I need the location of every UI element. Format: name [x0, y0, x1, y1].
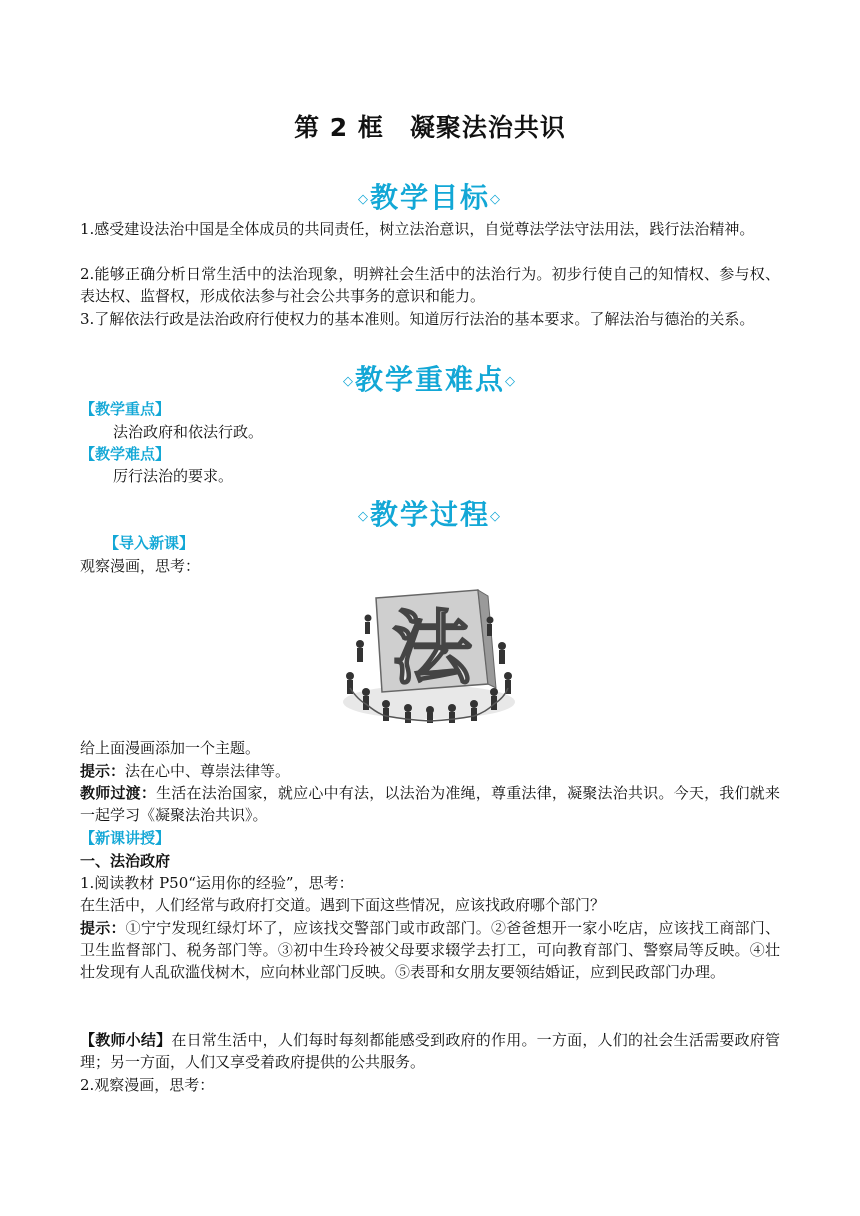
intro-label: 【导入新课】 [104, 534, 195, 552]
hint-2 [80, 917, 780, 983]
new-lesson-label: 【新课讲授】 [80, 829, 171, 847]
section-heading-goals [0, 176, 860, 216]
page-title: 第 2 框 凝聚法治共识 [294, 113, 566, 142]
focus-text: 法治政府和依法行政。 [113, 423, 264, 441]
teacher-transition [80, 782, 780, 826]
hint-1 [80, 760, 780, 782]
theme-question: 给上面漫画添加一个主题。 [80, 739, 261, 757]
transition-text: 生活在法治国家，就应心中有法，以法治为准绳，尊重法律，凝聚法治共识。今天，我们就来一起学习《凝聚法治共识》。 [80, 784, 780, 824]
focus-label: 【教学重点】 [80, 400, 171, 418]
transition-label: 教师过渡： [80, 784, 157, 802]
section-heading-process [0, 493, 860, 533]
comic-image [338, 584, 520, 724]
goal-3: 3.了解依法行政是法治政府行使权力的基本准则。知道厉行法治的基本要求。了解法治与德治的关系。 [80, 310, 755, 328]
question-1: 1.阅读教材 P50“运用你的经验”，思考： [80, 874, 354, 892]
diamond-icon: ◇ [357, 192, 370, 207]
teacher-summary [80, 1029, 780, 1073]
goal-1: 1.感受建设法治中国是全体成员的共同责任，树立法治意识，自觉尊法学法守法用法，践行法治精神。 [80, 220, 755, 238]
section-heading-keypoints-text: 教学重难点 [354, 363, 505, 396]
comic-law-char: 法 [392, 602, 472, 695]
hint-2-text: ①宁宁发现红绿灯坏了，应该找交警部门或市政部门。②爸爸想开一家小吃店，应该找工商部门、卫生监督部门、税务部门等。③初中生玲玲被父母要求辍学去打工，可向教育部门、警察局等反映。④壮壮发现有人乱砍滥伐树木，应向林业部门反映。⑤表哥和女朋友要领结婚证，应到民政部门办理。 [80, 919, 780, 981]
diamond-icon: ◇ [505, 374, 517, 389]
part1-heading: 一、法治政府 [80, 852, 171, 870]
diamond-icon: ◇ [357, 509, 370, 524]
summary-text: 在日常生活中，人们每时每刻都能感受到政府的作用。一方面，人们的社会生活需要政府管理；另一方面，人们又享受着政府提供的公共服务。 [80, 1031, 780, 1071]
hint-2-label: 提示： [80, 919, 126, 937]
hint-1-text: 法在心中、尊崇法律等。 [125, 762, 291, 780]
section-heading-keypoints [0, 358, 860, 398]
goal-2: 2.能够正确分析日常生活中的法治现象，明辨社会生活中的法治行为。初步行使自己的知情权、参与权、表达权、监督权，形成依法参与社会公共事务的意识和能力。 [80, 265, 780, 305]
diamond-icon: ◇ [342, 374, 355, 389]
section-heading-goals-text: 教学目标 [369, 181, 490, 214]
summary-label: 【教师小结】 [80, 1031, 172, 1049]
diamond-icon: ◇ [490, 192, 502, 207]
section-heading-process-text: 教学过程 [369, 498, 490, 531]
diamond-icon: ◇ [490, 509, 502, 524]
question-2: 2.观察漫画，思考： [80, 1076, 215, 1094]
hint-1-label: 提示： [80, 762, 126, 780]
observe-text: 观察漫画，思考： [80, 557, 201, 575]
difficulty-text: 厉行法治的要求。 [113, 467, 234, 485]
question-1-detail: 在生活中，人们经常与政府打交道。遇到下面这些情况，应该找政府哪个部门？ [80, 896, 606, 914]
difficulty-label: 【教学难点】 [80, 445, 171, 463]
